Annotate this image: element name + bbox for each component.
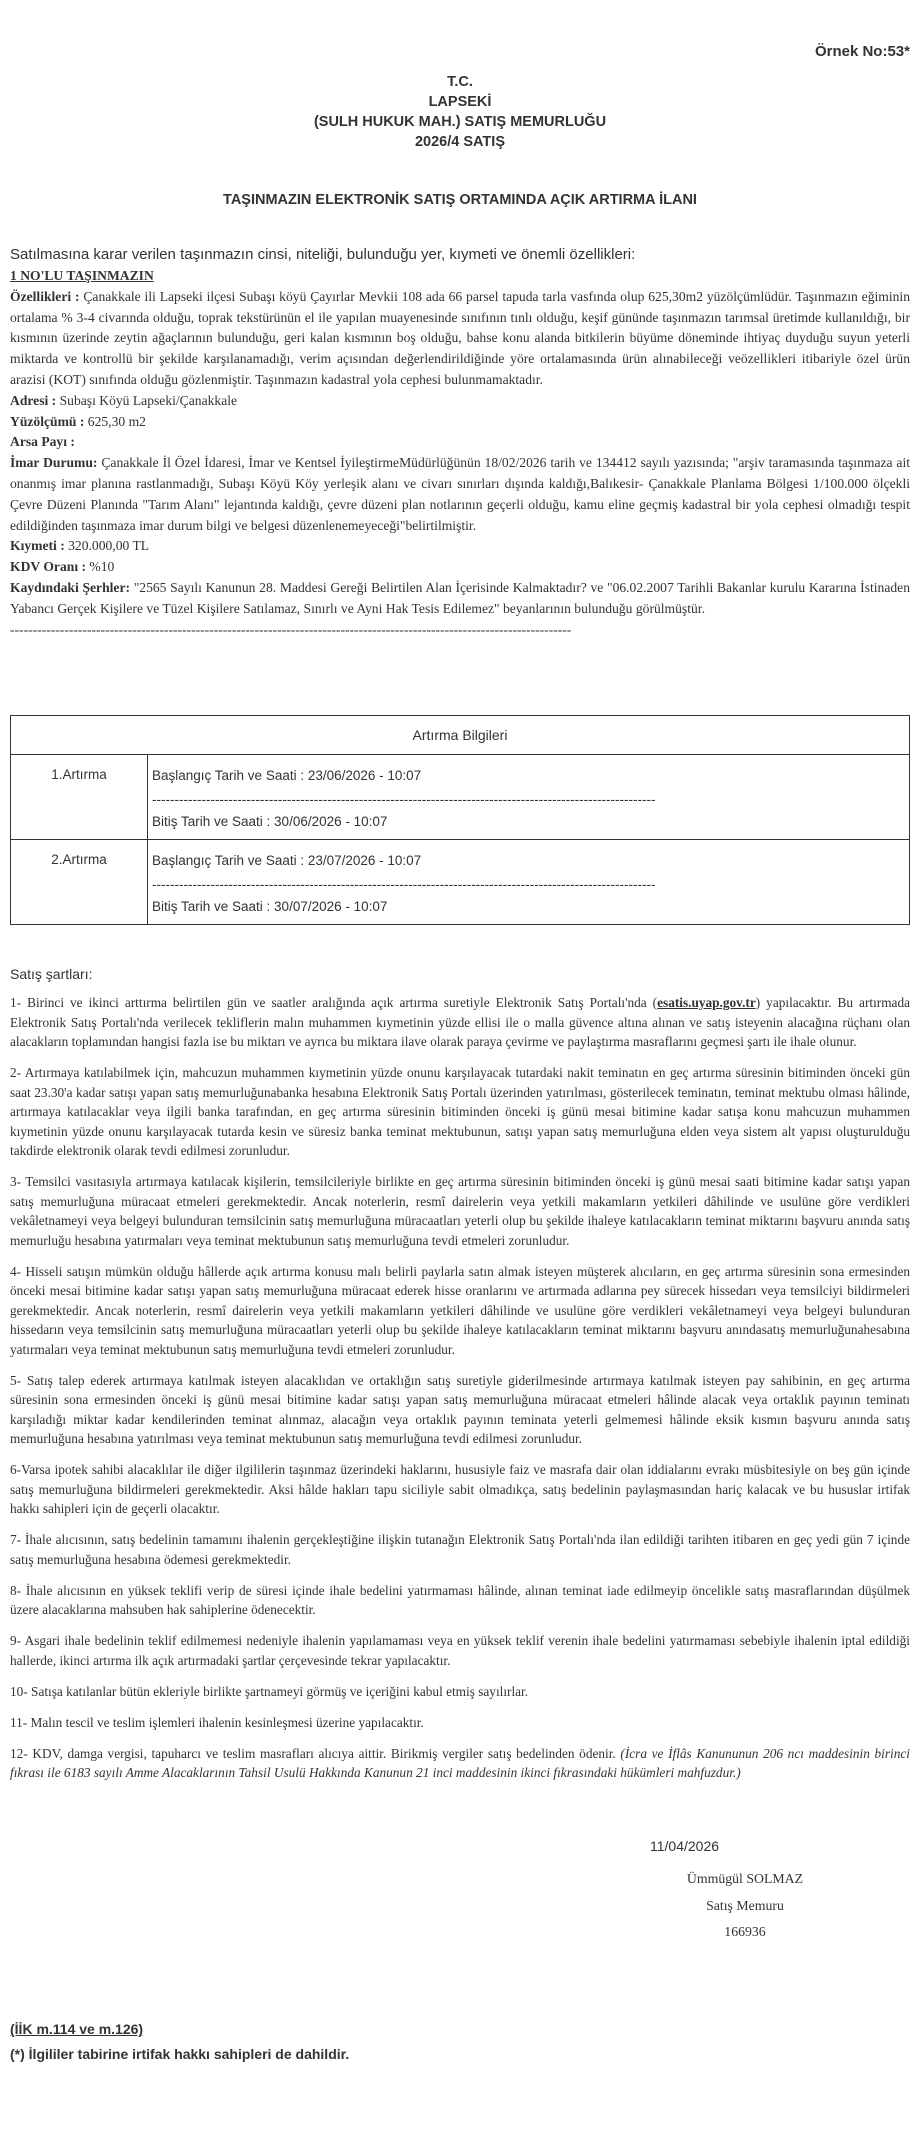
adres-label: Adresi : xyxy=(10,392,57,408)
lot-heading: 1 NO'LU TAŞINMAZIN xyxy=(10,268,154,283)
artirma-divider: ---------------------------------------------------------------------------------------------------------------- xyxy=(152,792,656,807)
artirma-row-dates xyxy=(148,840,910,925)
conditions-title: Satış şartları: xyxy=(10,966,93,982)
signer-name: Ümmügül SOLMAZ xyxy=(686,1871,804,1886)
condition-item xyxy=(10,993,910,1052)
condition-item: 2- Artırmaya katılabilmek için, mahcuzun muhammen kıymetinin yüzde onunu karşılayacak tutardaki nakit teminatın en geç artırma süresinin bitiminden önceki gün saat 23.30'a kadar satışı yapan satış memurluğunabanka hesabına Elektronik Satış Portalı üzerinden yatırılması, gösterilecek teminatın, teminat mektubu olması hâlinde, artırmaya katılacaklar veya ilgili banka tarafından, en geç artırma süresinin bitiminden önceki iş günü mesai bitimine kadar satışa konu mahcuzun muhammen kıymetinin yüzde onunu karşılayacak tutarda kesin ve süresiz banka teminat mektubunun, satışı yapan satış memurluğuna elden veya sistem alt yapısı oluşturulduğu takdirde elektronik olarak tevdi edilmesi zorunludur. xyxy=(10,1065,910,1158)
condition-1-text: 1- Birinci ve ikinci arttırma belirtilen gün ve saatler aralığında açık artırma suretiyle Elektronik Satış Portalı'nda ( xyxy=(10,995,658,1010)
artirma-end: Bitiş Tarih ve Saati : 30/06/2026 - 10:07 xyxy=(152,814,388,829)
footer-note: (*) İlgililer tabirine irtifak hakkı sahipleri de dahildir. xyxy=(10,2046,350,2062)
arsa-payi-label: Arsa Payı : xyxy=(10,434,75,450)
esatis-link[interactable]: esatis.uyap.gov.tr xyxy=(657,995,756,1010)
footer-law-reference: (İİK m.114 ve m.126) xyxy=(10,2021,144,2037)
header-line-office: (SULH HUKUK MAH.) SATIŞ MEMURLUĞU xyxy=(313,114,607,130)
header-line-tc: T.C. xyxy=(447,74,473,90)
condition-item: 4- Hisseli satışın mümkün olduğu hâllerde açık artırma konusu malı belirli paylarla satın almak isteyen müşterek alıcıların, en geç artırma süresinin sona ermesinden önceki mesai bitimine kadar satışı yapan satış memurluğuna müracaat ederek hisse oranlarını ve artırmada adlarına pey sürecek hissedarı veya temsilciyi bildirmeleri gerekmektedir. Ancak noterlerin, resmî dairelerin veya yetkili makamların yetkileri dâhilinde ve usulüne göre verdikleri vekâletnameyi veya belgeyi bulunduran hissedarın veya temsilcinin satış memurluğuna müracaatları yeterli olup bu şekilde ihaleye katılacakların teminat miktarını başvuru anındasatış memurluğunahesabına yatırmaları veya teminat mektubunun satış memurluğuna tevdi etmeleri zorunludur. xyxy=(10,1263,910,1357)
imar-label: İmar Durumu: xyxy=(10,455,98,471)
condition-item: 8- İhale alıcısının en yüksek teklifi verip de süresi içinde ihale bedelini yatırmaması hâlinde, alınan teminat iade edilmeyip öncelikle satış masraflarından düşülmek üzere alacaklarına mahsuben hak sahiplerine ödenecektir. xyxy=(10,1582,910,1617)
artirma-row xyxy=(11,840,910,925)
artirma-end: Bitiş Tarih ve Saati : 30/07/2026 - 10:07 xyxy=(152,899,388,914)
artirma-row-label: 1.Artırma xyxy=(11,755,148,840)
condition-item: 10- Satışa katılanlar bütün ekleriyle birlikte şartnameyi görmüş ve içeriğini kabul etmiş sayılırlar. xyxy=(10,1683,529,1699)
yuzolcumu-label: Yüzölçümü : xyxy=(10,413,85,429)
condition-item: 11- Malın tescil ve teslim işlemleri ihalenin kesinleşmesi üzerine yapılacaktır. xyxy=(10,1714,424,1730)
conditions-list xyxy=(10,993,910,1794)
page-title: TAŞINMAZIN ELEKTRONİK SATIŞ ORTAMINDA AÇIK ARTIRMA İLANI xyxy=(223,192,697,208)
signer-title: Satış Memuru xyxy=(706,1897,784,1913)
condition-item: 5- Satış talep ederek artırmaya katılmak isteyen alacaklıdan ve ortaklığın satış suretiyle giderilmesinde artırmaya katılmak isteyen pay sahibinin, en geç artırma süresinin sona ermesinden önceki iş günü mesai bitimine kadar satışı yapan satış memurluğuna müracaat etmeleri hâlinde alacak veya ortaklık payının teminatı karşıladığı miktar kadar kendilerinden teminat alınmaz, alacağın veya ortaklık payının teminata yeterli gelmemesi hâlinde eksik kısmın başvuru anında satış memurluğuna hesabına yatırılması veya teminat mektubunun satış memurluğuna tevdi edilmesi zorunludur. xyxy=(10,1372,910,1446)
document-header xyxy=(10,72,910,152)
ozellikler-value: Çanakkale ili Lapseki ilçesi Subaşı köyü Çayırlar Mevkii 108 ada 66 parsel tapuda tarla vasfında olup 625,30m2 yüzölçümlüdür. Taşınmazın eğiminin ortalama % 3-4 civarında olduğu, toprak tekstürünün el ile yapılan muayenesinde sınıfının tınlı olduğu, keşif gününde taşınmazın tarımsal üretimde kullanıldığı, bir kısmının üzerinde zeytin ağaçlarının bulunduğu, geri kalan kısmının boş olduğu, bahse konu alanda bitkilerin büyüme döneminde ihtiyaç duyduğu suyun yeterli miktarda ve kontrollü bir şekilde karşılanamadığı, verim açısından değerlendirildiğinde yöre ortalamasında ürün alınabileceği veözellikleri itibariyle özel ürün arazisi (KOT) sınıfında olduğu gözlenmiştir. Taşınmazın kadastral yola cephesi bulunmamaktadır. xyxy=(10,288,910,387)
serhler-label: Kaydındaki Şerhler: xyxy=(10,579,131,595)
property-details xyxy=(10,266,910,640)
signer-number: 166936 xyxy=(724,1924,766,1939)
header-line-file: 2026/4 SATIŞ xyxy=(414,134,505,150)
artirma-row xyxy=(11,755,910,840)
kiymeti-label: Kıymeti : xyxy=(10,538,65,554)
condition-1-text-end: ) yapılacaktır. Bu artırmada Elektronik Satış Portalı'nda verilecek tekliflerin malın muhammen kıymetinin yüzde ellisi ile o malla güvence altına alınan ve satış isteyenin alacağına rüçhanı olan alacakların toplamından hangisi fazla ise bu miktarı ve ayrıca bu miktara ilave olarak paraya çevirme ve paylaştırma masraflarını geçmesi şartı ile ihale olunur. xyxy=(10,995,910,1049)
artirma-heading: Artırma Bilgileri xyxy=(11,716,910,755)
ozellikler-label: Özellikleri : xyxy=(10,288,80,304)
artirma-row-label: 2.Artırma xyxy=(11,840,148,925)
kdv-label: KDV Oranı : xyxy=(10,559,87,575)
artirma-row-dates xyxy=(148,755,910,840)
artirma-table xyxy=(10,715,910,925)
condition-item: 3- Temsilci vasıtasıyla artırmaya katılacak kişilerin, temsilcileriyle birlikte en geç artırma süresinin bitiminden önceki iş günü mesai saati bitimine kadar satışı yapan satış memurluğuna müracaat etmeleri gerekmektedir. Ancak noterlerin, resmî dairelerin veya yetkili makamların yetkileri dâhilinde ve usulüne göre verdikleri vekâletnameyi veya belgeyi bulunduran temsilcinin satış memurluğuna müracaatları yeterli olup bu şekilde ihaleye katılacakların teminat miktarını başvuru anında satış memurluğu hesabına yatırmaları veya teminat mektubunun satış memurluğuna tevdi etmeleri zorunludur. xyxy=(10,1174,910,1248)
condition-12-legal-note: (İcra ve İflâs Kanununun 206 ncı maddesinin birinci fıkrası ile 6183 sayılı Amme Alacaklarının Tahsil Usulü Hakkında Kanunun 21 inci maddesinin ikinci fıkrasındaki hükümleri mahfuzdur.) xyxy=(10,1745,910,1780)
kiymeti-value: 320.000,00 TL xyxy=(64,538,150,554)
header-line-city: LAPSEKİ xyxy=(428,94,492,110)
condition-item: 9- Asgari ihale bedelinin teklif edilmemesi nedeniyle ihalenin yapılamaması veya en yüksek teklif verenin ihale bedelini yatırmaması sebebiyle ihalenin iptal edildiği hallerde, ikinci artırma ilk açık artırmadaki şartlar çerçevesinde tekrar yapılacaktır. xyxy=(10,1633,910,1668)
adres-value: Subaşı Köyü Lapseki/Çanakkale xyxy=(56,392,238,408)
artirma-divider: ---------------------------------------------------------------------------------------------------------------- xyxy=(152,877,656,892)
signature-block xyxy=(650,1866,840,1946)
artirma-start: Başlangıç Tarih ve Saati : 23/06/2026 - 10:07 xyxy=(152,768,422,783)
lot-separator: ---------------------------------------------------------------------------------------------------------------------------- xyxy=(10,621,572,637)
kdv-value: %10 xyxy=(86,559,115,575)
yuzolcumu-value: 625,30 m2 xyxy=(84,413,146,429)
artirma-start: Başlangıç Tarih ve Saati : 23/07/2026 - 10:07 xyxy=(152,853,422,868)
condition-item: 6-Varsa ipotek sahibi alacaklılar ile diğer ilgililerin taşınmaz üzerindeki haklarını, hususiyle faiz ve masrafa dair olan iddialarını evrakı müsbitesiyle on beş gün içinde satış memurluğuna bildirmeleri gerekmektedir. Aksi hâlde hakları tapu siciliyle sabit olmadıkça, satış bedelinin paylaşmasından hariç kalacak ve bu hususlar irtifak hakkı sahipleri için de geçerli olacaktır. xyxy=(10,1462,910,1516)
condition-12-text: 12- KDV, damga vergisi, tapuharcı ve teslim masrafları alıcıya aittir. Birikmiş vergiler satış bedelinden ödenir. xyxy=(10,1745,621,1761)
ornek-no: Örnek No:53* xyxy=(814,43,910,60)
serhler-value: "2565 Sayılı Kanunun 28. Maddesi Gereği Belirtilen Alan İçerisinde Kalmaktadır? ve "06.02.2007 Tarihli Bakanlar kurulu Kararına İstinaden Yabancı Gerçek Kişilere ve Tüzel Kişilere Satılamaz, Sınırlı ve Ayni Hak Tesis Edilemez" beyanlarının bulunduğu görülmüştür. xyxy=(10,579,911,616)
intro-text: Satılmasına karar verilen taşınmazın cinsi, niteliği, bulunduğu yer, kıymeti ve önemli özellikleri: xyxy=(10,246,636,263)
document-date: 11/04/2026 xyxy=(650,1838,720,1854)
imar-value: Çanakkale İl Özel İdaresi, İmar ve Kentsel İyileştirmeMüdürlüğünün 18/02/2026 tarih ve 134412 sayılı yazısında; "arşiv taramasında taşınmaza ait onanmış imar planına rastlanmadığı, Subaşı Köyü Köy yerleşik alanı ve civarı sınırları dışında kaldığı,Balıkesir- Çanakkale Planlama Bölgesi 1/100.000 ölçekli Çevre Düzeni Planında "Tarım Alanı" lejantında kaldığı, çevre düzeni plan notlarının geçerli olduğu, kamu eline geçmiş kadastral bir yola cephesi olmadığı tespit edildiğinden taşınmaza imar durum bilgi ve belgesi düzenlenemeyeceği"belirtilmiştir. xyxy=(10,455,911,533)
condition-item xyxy=(10,1744,910,1783)
condition-item: 7- İhale alıcısının, satış bedelinin tamamını ihalenin gerçekleştiğine ilişkin tutanağın Elektronik Satış Portalı'nda ilan edildiği tarihten itibaren en geç yedi gün 7 içinde satış memurluğuna hesabına ödemesi gerekmektedir. xyxy=(10,1532,910,1567)
